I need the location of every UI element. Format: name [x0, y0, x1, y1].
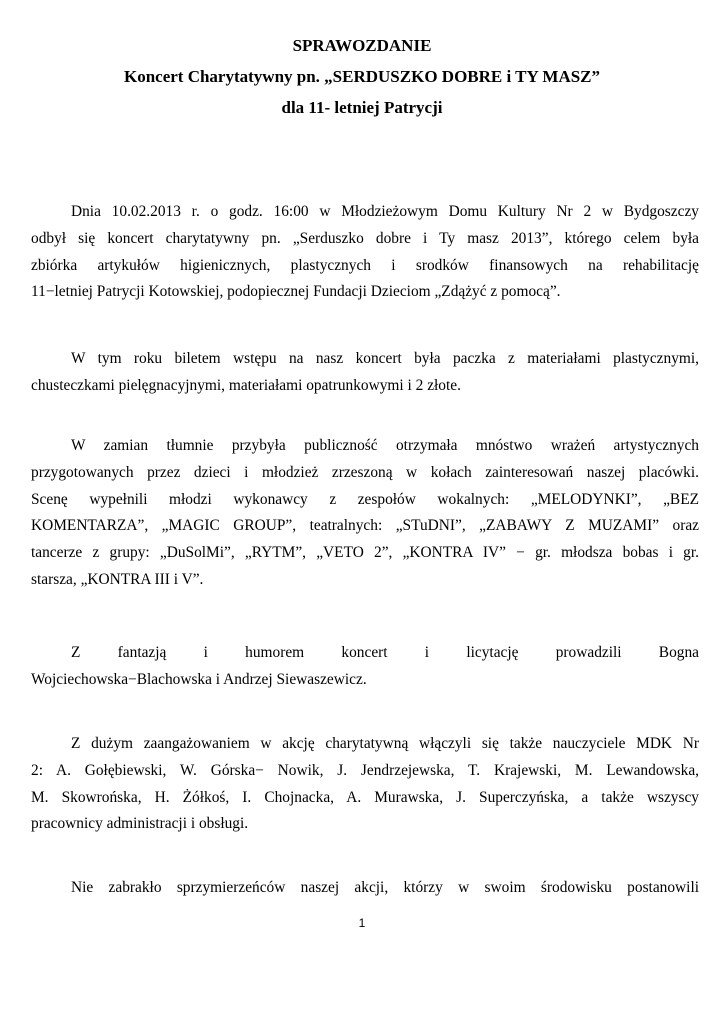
page-number: 1 [358, 916, 366, 930]
paragraph-line: 2: A. Gołębiewski, W. Górska− Nowik, J. Jendrzejewska, T. Krajewski, M. Lewandowska, [31, 761, 699, 779]
paragraph-line: chusteczkami pielęgnacyjnymi, materiałami opatrunkowymi i 2 złote. [31, 376, 461, 394]
paragraph-ticket [31, 346, 699, 400]
paragraph-line: M. Skowrońska, H. Żółkoś, I. Chojnacka, A. Murawska, J. Superczyńska, a także wszyscy [31, 788, 699, 806]
paragraph-line: Z dużym zaangażowaniem w akcję charytatywną włączyli się także nauczyciele MDK Nr [71, 735, 699, 752]
title-dedication: dla 11- letniej Patrycji [281, 98, 443, 117]
paragraph-line: Dnia 10.02.2013 r. o godz. 16:00 w Młodzieżowym Domu Kultury Nr 2 w Bydgoszczy [71, 203, 699, 220]
document-title [0, 30, 724, 123]
paragraph-line: 11−letniej Patrycji Kotowskiej, podopiecznej Fundacji Dzieciom „Zdążyć z pomocą”. [31, 283, 561, 301]
title-heading: SPRAWOZDANIE [292, 36, 432, 55]
title-concert-name: Koncert Charytatywny pn. „SERDUSZKO DOBRE i TY MASZ” [123, 67, 601, 86]
paragraph-allies [31, 875, 699, 902]
paragraph-line: starsza, „KONTRA III i V”. [31, 570, 204, 588]
paragraph-event-details [31, 199, 699, 306]
paragraph-teachers [31, 731, 699, 838]
paragraph-line: tancerze z grupy: „DuSolMi”, „RYTM”, „VETO 2”, „KONTRA IV” − gr. młodsza bobas i gr. [31, 544, 699, 562]
paragraph-line: Nie zabrakło sprzymierzeńców naszej akcji, którzy w swoim środowisku postanowili [71, 879, 699, 896]
paragraph-line: odbył się koncert charytatywny pn. „Serduszko dobre i Ty masz 2013”, którego celem była [31, 229, 699, 247]
paragraph-line: W tym roku biletem wstępu na nasz koncert była paczka z materiałami plastycznymi, [71, 350, 699, 367]
paragraph-line: zbiórka artykułów higienicznych, plastycznych i srodków finansowych na rehabilitację [31, 256, 699, 274]
paragraph-line: przygotowanych przez dzieci i młodzież zrzeszoną w kołach zainteresowań naszej placówki. [31, 463, 699, 481]
paragraph-performers [31, 433, 699, 594]
paragraph-line: W zamian tłumnie przybyła publiczność otrzymała mnóstwo wrażeń artystycznych [71, 437, 699, 454]
paragraph-line: Wojciechowska−Blachowska i Andrzej Siewaszewicz. [31, 670, 367, 688]
paragraph-line: Scenę wypełnili młodzi wykonawcy z zespołów wokalnych: „MELODYNKI”, „BEZ [31, 490, 699, 508]
paragraph-line: KOMENTARZA”, „MAGIC GROUP”, teatralnych: „STuDNI”, „ZABAWY Z MUZAMI” oraz [31, 517, 699, 535]
paragraph-line: Z fantazją i humorem koncert i licytację prowadzili Bogna [71, 644, 699, 661]
paragraph-hosts [31, 640, 699, 694]
paragraph-line: pracownicy administracji i obsługi. [31, 815, 249, 833]
